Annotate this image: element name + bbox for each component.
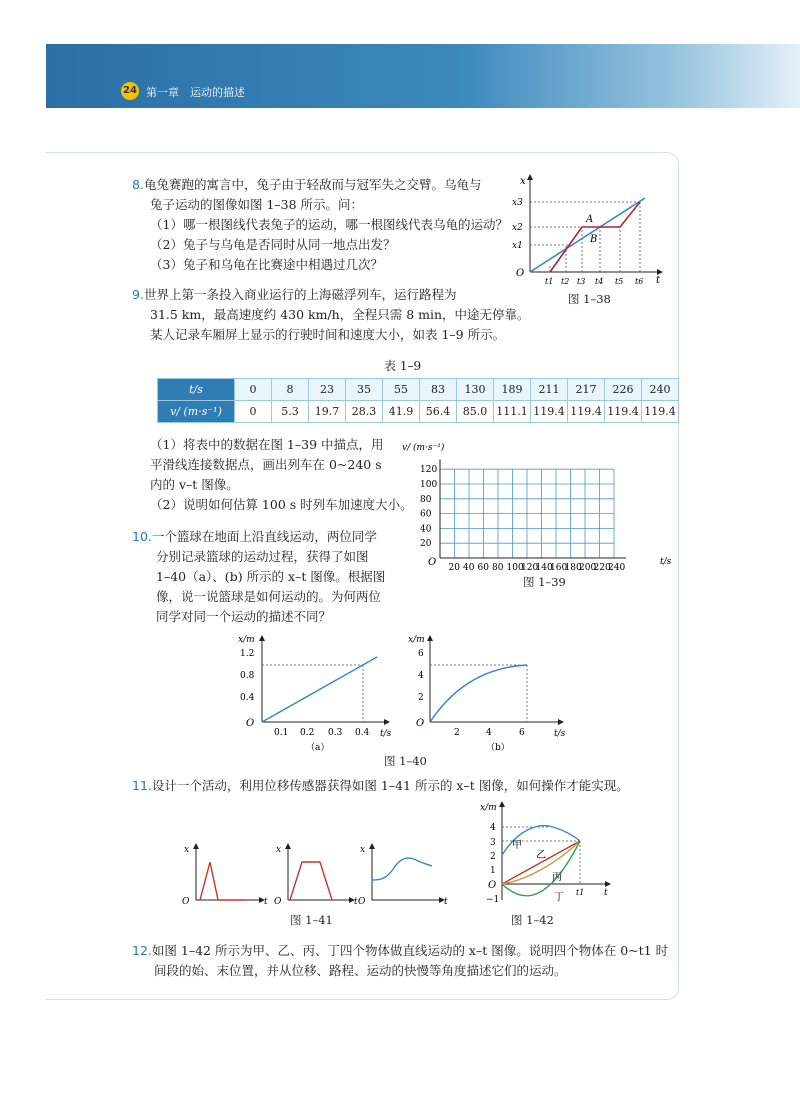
table-cell: 130 [457,379,494,401]
q12-line-1: 12.如图 1–42 所示为甲、乙、丙、丁四个物体做直线运动的 x–t 图像。说明四个物体在 0~t1 时 [132,943,669,958]
table-cell: 217 [568,379,605,401]
table-cell: 5.3 [272,401,309,423]
fig40a-x-label: t/s [380,729,392,739]
q12-line-2: 间段的始、末位置，并从位移、路程、运动的快慢等角度描述它们的运动。 [154,963,567,978]
tortoise-line [530,198,645,272]
fig38-tick-t2: t2 [561,277,570,286]
fig38-tick-x3: x3 [512,198,523,208]
q8-line-1: 8.龟兔赛跑的寓言中，兔子由于轻敌而与冠军失之交臂。乌龟与 [132,177,482,192]
q10-line-4: 像，说一说篮球是如何运动的。为何两位 [156,589,382,604]
fig40a-ytick-0.8: 0.8 [240,671,255,681]
table-cell: 0 [235,379,272,401]
fig40b-curve [430,665,527,722]
fig40b-xtick-2: 2 [454,728,460,738]
fig40a-origin: O [246,718,255,729]
fig39-xtick: 180 [564,563,582,573]
fig39-xtick: 160 [550,563,568,573]
fig40b-ytick-2: 2 [418,693,424,703]
table-cell: 28.3 [346,401,383,423]
table-cell: 83 [420,379,457,401]
figure-1-39 [400,436,680,572]
table-cell: 8 [272,379,309,401]
fig40b-x-label: t/s [554,729,566,739]
table-cell: 85.0 [457,401,494,423]
q12-number: 12. [132,943,152,958]
fig40b-origin: O [416,718,425,729]
fig39-ytick: 120 [420,465,438,476]
table19-title: 表 1–9 [384,359,422,373]
table-cell: 55 [383,379,420,401]
chapter-title: 第一章 运动的描述 [146,86,245,99]
fig40a-ytick-0.4: 0.4 [240,693,255,703]
fig40a-xtick-0.2: 0.2 [300,728,315,738]
fig42-origin: O [488,880,497,891]
fig38-tick-t1: t1 [545,277,554,286]
fig42-ytick-neg1: −1 [486,895,500,905]
fig42-label-jia: 甲 [512,840,522,851]
fig39-xtick: 220 [593,563,611,573]
q11-line: 11.设计一个活动，利用位移传感器获得如图 1–41 所示的 x–t 图像，如何操作才能实现。 [132,778,629,793]
fig40a-ytick-1.2: 1.2 [240,649,255,659]
q11-number: 11. [132,778,152,793]
table19-header-v: v/ (m·s⁻¹) [158,401,235,423]
fig42-ytick-4: 4 [490,823,496,833]
fig38-tick-t6: t6 [635,277,644,286]
fig38-point-a: A [586,214,594,225]
q9-sub-1: （1）将表中的数据在图 1–39 中描点，用 [150,437,384,452]
fig41-caption: 图 1–41 [290,913,333,927]
svg-text:O: O [274,897,282,907]
fig40a-xtick-0.3: 0.3 [328,728,343,738]
q9-line-1: 9.世界上第一条投入商业运行的上海磁浮列车，运行路程为 [132,287,457,302]
fig38-tick-t5: t5 [615,277,624,286]
q9-line-3: 某人记录车厢屏上显示的行驶时间和速度大小，如表 1–9 所示。 [150,327,506,342]
q8-line-2: 兔子运动的图像如图 1–38 所示。问： [150,197,364,212]
fig39-xtick: 40 [463,563,475,573]
fig42-label-bing: 丙 [552,872,562,883]
svg-text:t: t [354,897,358,907]
fig40b-label: （b） [486,743,510,753]
fig42-caption: 图 1–42 [511,913,554,927]
page-number: 24 [121,82,139,100]
fig42-label-yi: 乙 [536,850,546,861]
fig40a-y-label: x/m [238,635,255,645]
table-cell: 41.9 [383,401,420,423]
svg-text:O: O [182,897,190,907]
q10-line-3: 1–40（a）、(b) 所示的 x–t 图像。根据图 [156,569,386,584]
table-cell: 119.4 [531,401,568,423]
q10-number: 10. [132,529,152,544]
fig42-ytick-1: 1 [490,866,496,876]
figure-1-38 [510,172,670,287]
fig40-caption: 图 1–40 [384,754,427,768]
fig39-ytick: 60 [420,509,432,520]
table-cell: 56.4 [420,401,457,423]
fig39-caption: 图 1–39 [523,575,566,589]
fig39-ytick: 20 [420,539,432,550]
fig39-x-label: t/s [660,557,672,567]
fig39-origin: O [428,557,437,568]
fig39-xtick: 100 [506,563,524,573]
fig39-xtick: 80 [492,563,504,573]
fig40b-ytick-6: 6 [418,649,424,659]
figure-1-40b [406,632,576,752]
table19-header-t: t/s [158,379,235,401]
q8-line-4: （2）兔子与乌龟是否同时从同一地点出发？ [150,237,396,252]
q8-line-3: （1）哪一根图线代表兔子的运动，哪一根图线代表乌龟的运动？ [150,217,508,232]
q9-sub-3: 内的 v–t 图像。 [150,477,239,492]
fig39-xtick: 200 [579,563,597,573]
fig39-xtick: 60 [477,563,489,573]
table-cell: 23 [309,379,346,401]
q10-line-1: 10.一个篮球在地面上沿直线运动，两位同学 [132,529,377,544]
fig39-y-label: v/ (m·s⁻¹) [402,443,445,453]
q9-number: 9. [132,287,144,302]
fig42-ytick-2: 2 [490,852,496,862]
fig40a-line [262,657,377,722]
fig38-caption: 图 1–38 [568,292,611,306]
table-cell: 35 [346,379,383,401]
fig38-tick-t3: t3 [577,277,586,286]
table-cell: 0 [235,401,272,423]
table19-row-t [158,379,679,401]
fig39-xtick: 20 [448,563,460,573]
table-1-9 [157,378,679,423]
fig42-ytick-3: 3 [490,838,496,848]
fig39-ytick: 40 [420,524,432,535]
table-cell: 111.1 [494,401,531,423]
fig38-tick-t4: t4 [595,277,604,286]
figure-1-40a [232,632,392,752]
fig38-origin: O [516,268,525,279]
table-cell: 119.4 [642,401,679,423]
table-cell: 240 [642,379,679,401]
q10-line-5: 同学对同一个运动的描述不同？ [156,609,332,624]
fig41-graph-1 [182,843,268,907]
fig42-y-label: x/m [480,803,497,813]
fig40b-xtick-6: 6 [519,728,525,738]
fig41-graph-3 [358,843,448,907]
fig39-xtick: 240 [608,563,626,573]
table-cell: 226 [605,379,642,401]
fig40a-xtick-0.1: 0.1 [274,728,289,738]
table-cell: 119.4 [605,401,642,423]
fig38-tick-x1: x1 [512,241,523,251]
table-cell: 211 [531,379,568,401]
fig42-t1: t1 [576,888,585,897]
fig40b-y-label: x/m [408,635,425,645]
fig38-y-axis: x [520,176,526,187]
fig40b-xtick-4: 4 [486,728,492,738]
fig39-ytick: 100 [420,480,438,490]
figure-1-41 [180,838,450,908]
fig38-x-axis: t [656,275,661,286]
fig41-graph-2 [274,843,358,907]
q10-line-2: 分别记录篮球的运动过程，获得了如图 [156,549,369,564]
fig39-xtick: 140 [535,563,553,573]
q8-number: 8. [132,177,144,192]
svg-text:x: x [276,845,282,855]
q8-line-5: （3）兔子和乌龟在比赛途中相遇过几次？ [150,257,383,272]
fig40b-ytick-4: 4 [418,671,424,681]
fig38-point-b: B [590,234,598,245]
svg-text:t: t [444,897,448,907]
fig39-ytick: 80 [420,494,432,505]
table-cell: 189 [494,379,531,401]
q9-sub-2: 平滑线连接数据点，画出列车在 0~240 s [150,457,382,472]
fig42-label-ding: 丁 [554,892,564,903]
figure-1-42 [478,800,618,908]
table-cell: 119.4 [568,401,605,423]
fig40a-xtick-0.4: 0.4 [355,728,370,738]
table19-row-v [158,401,679,423]
fig38-tick-x2: x2 [512,223,523,233]
svg-text:x: x [184,845,190,855]
fig42-x-label: t [604,888,608,898]
fig39-xtick: 120 [521,563,539,573]
svg-text:x: x [360,845,366,855]
svg-text:O: O [358,897,366,907]
q9-line-2: 31.5 km，最高速度约 430 km/h，全程只需 8 min，中途无停靠。 [150,307,530,322]
q9-sub-4: （2）说明如何估算 100 s 时列车加速度大小。 [150,497,413,512]
svg-text:t: t [264,897,268,907]
fig40a-label: （a） [306,743,330,753]
table-cell: 19.7 [309,401,346,423]
